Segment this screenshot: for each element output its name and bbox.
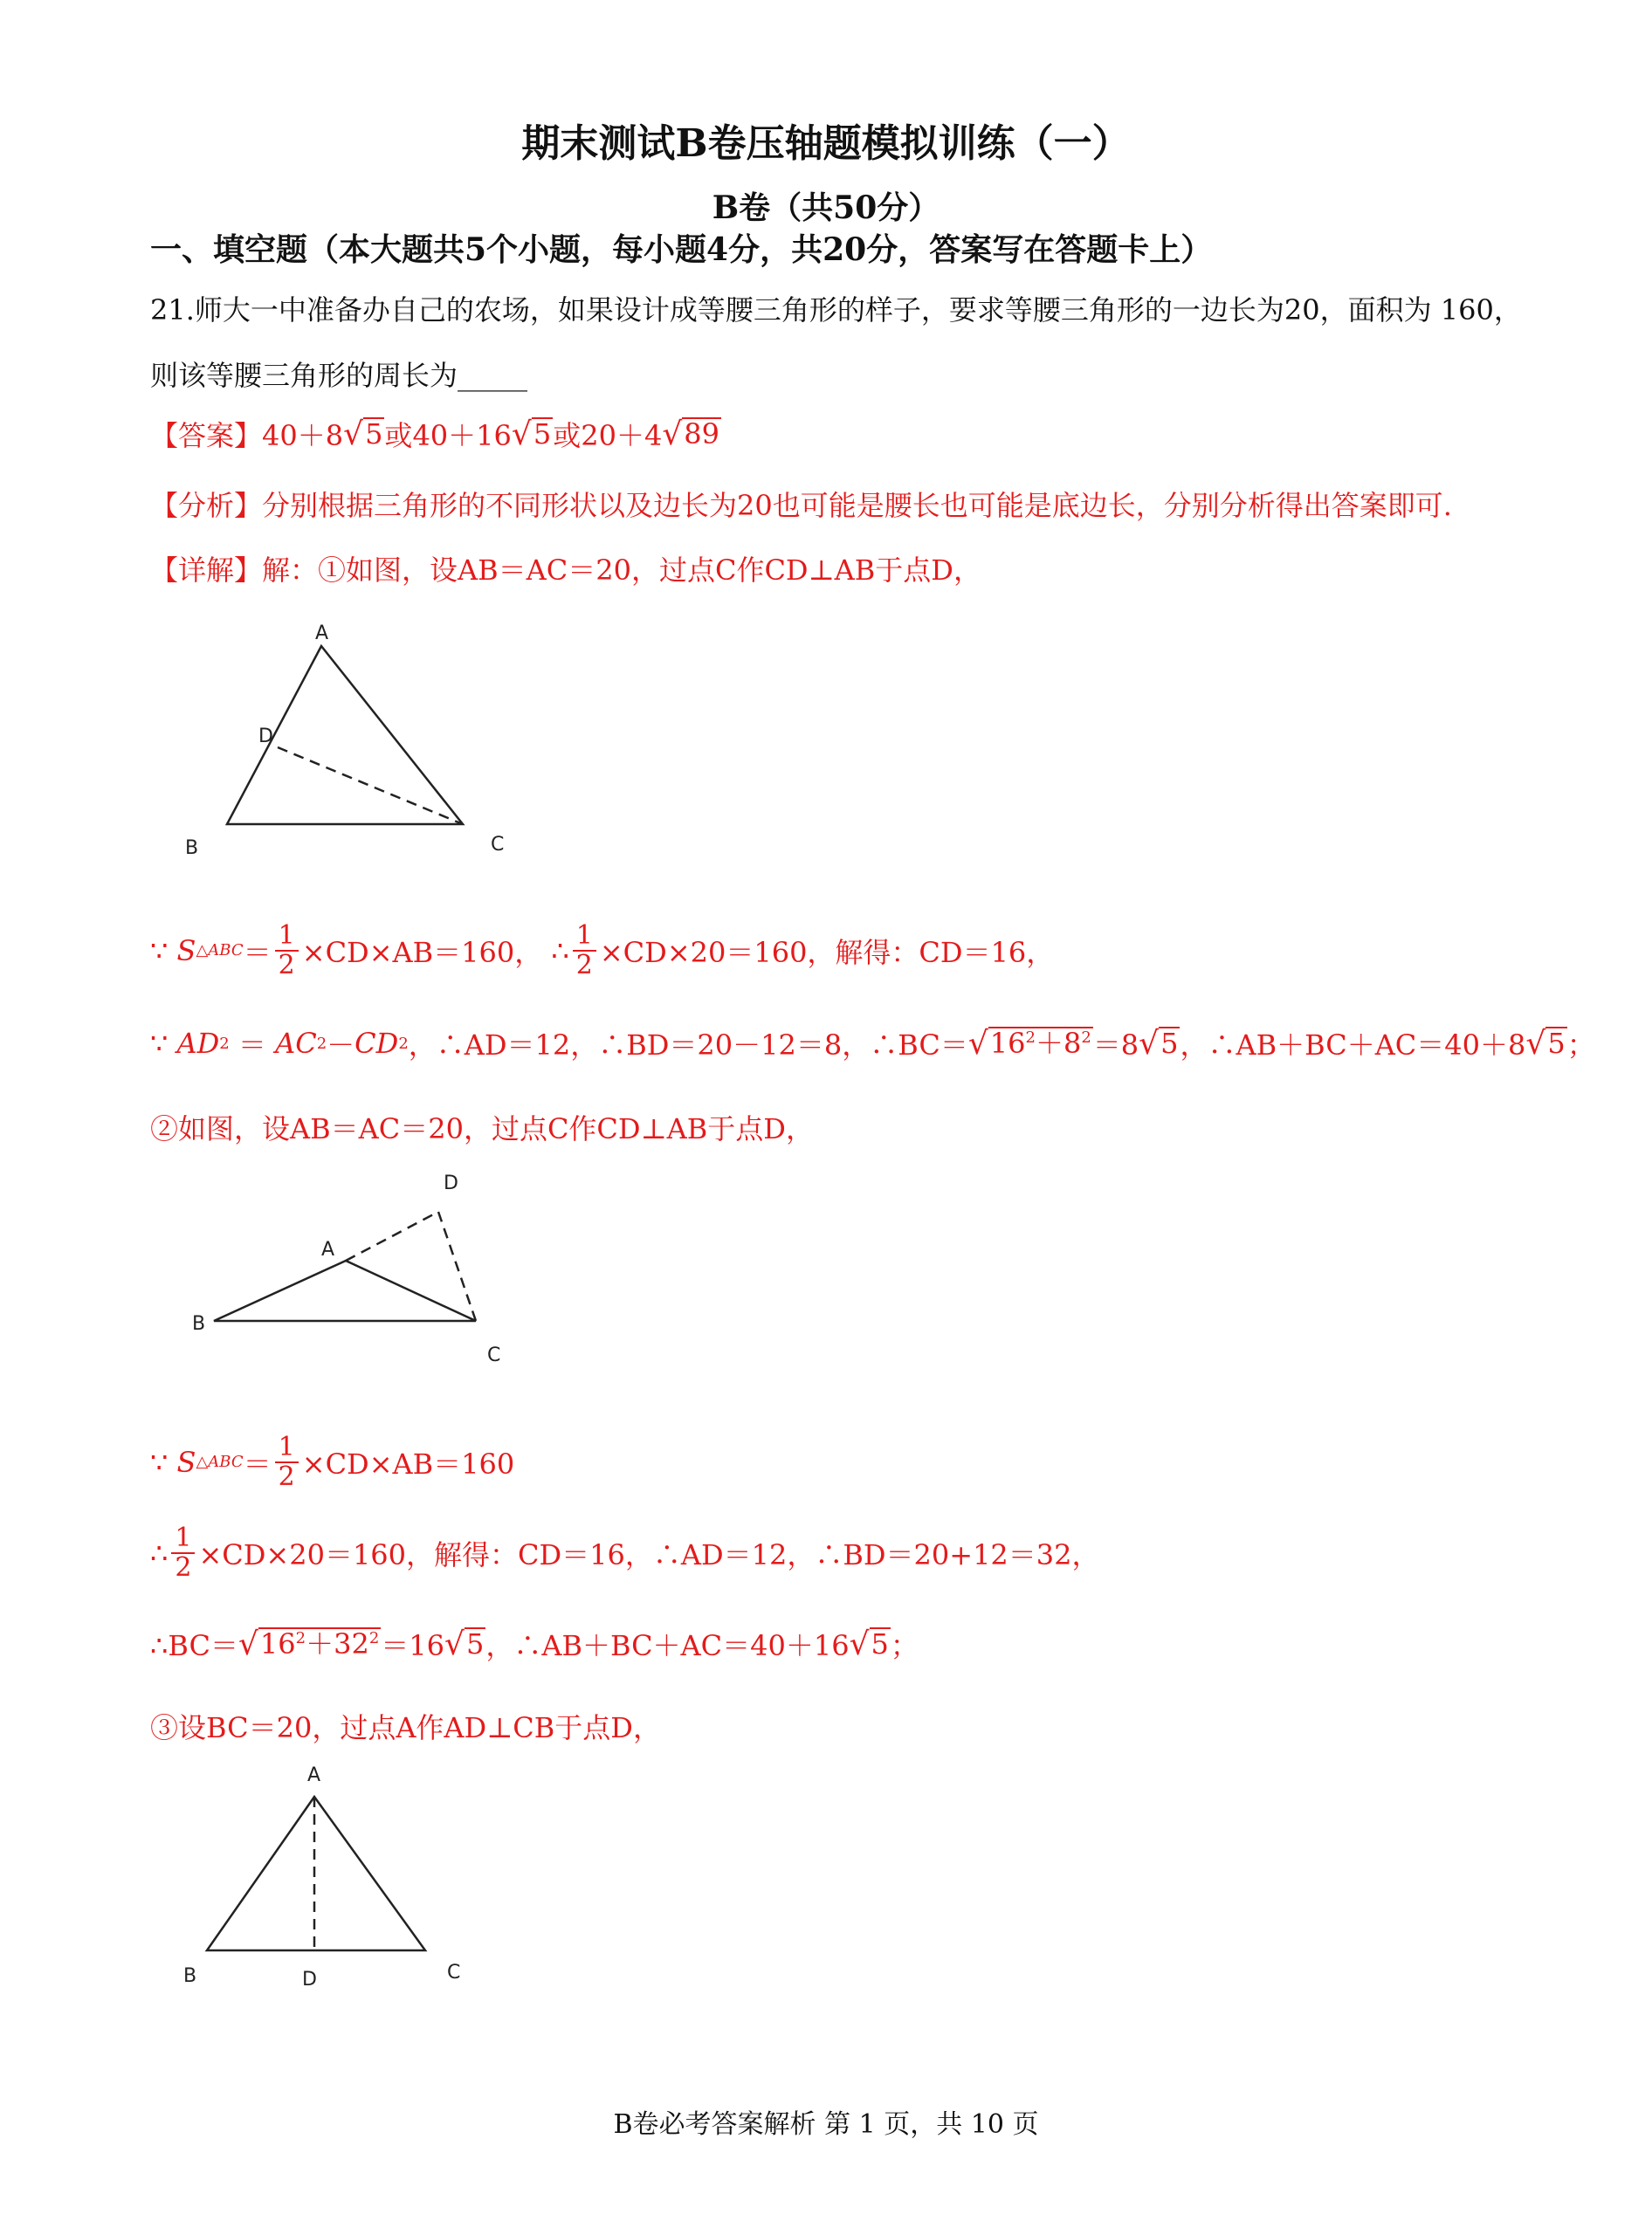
case1-area-line	[150, 922, 1054, 979]
var-cd: CD	[354, 1027, 399, 1060]
fraction-half-2: $\frac{1}{2}$	[573, 922, 596, 979]
fig3-label-c: C	[447, 1962, 461, 1984]
fig2-label-b: B	[192, 1313, 206, 1335]
fig2-label-c: C	[487, 1344, 501, 1366]
sqrt-5: √ 5	[1139, 1025, 1179, 1062]
figure-1-triangle	[166, 620, 533, 873]
sqrt-3: √ 89	[662, 416, 719, 452]
sqrt-5b: √ 5	[1525, 1025, 1566, 1062]
analysis-text: 分别根据三角形的不同形状以及边长为20也可能是腰长也可能是底边长，分别分析得出答案即可.	[262, 489, 1452, 522]
fig3-label-d: D	[302, 1969, 317, 1991]
equals: ＝	[243, 1447, 272, 1481]
analysis-line	[150, 484, 1452, 524]
fraction-half: $\frac{1}{2}$	[275, 922, 299, 979]
question-line-2: 则该等腰三角形的周长为_____	[150, 359, 528, 392]
fig1-label-a: A	[315, 622, 329, 644]
fig1-label-d: D	[258, 726, 273, 747]
sqrt-5c: √ 5	[444, 1626, 485, 1662]
answer-part-3: 20＋4	[581, 419, 663, 452]
case1-text-2: ×CD×20＝160，解得：CD＝16，	[599, 935, 1055, 969]
fig2-segment-cd	[438, 1212, 476, 1321]
analysis-tag: 【分析】	[150, 489, 263, 522]
since-symbol: ∵	[150, 933, 169, 967]
figure-2-triangle	[175, 1170, 541, 1388]
area-symbol: S	[176, 1445, 196, 1479]
fraction-half: $\frac{1}{2}$	[275, 1434, 299, 1490]
sqrt-1: √ 5	[343, 416, 383, 452]
sqrt-bc-1: √ $16^2+8^2$	[967, 1025, 1091, 1062]
fig1-segment-cd	[278, 747, 463, 824]
area-subscript: △ABC	[196, 941, 244, 959]
case2-text-2: ×CD×20＝160，解得：CD＝16，∴AD＝12，∴BD＝20+12＝32，	[198, 1537, 1100, 1571]
answer-tag: 【答案】	[150, 419, 263, 452]
case2-tail: ，∴AB＋BC＋AC＝40＋16	[485, 1629, 850, 1662]
fig3-triangle-abc	[207, 1797, 425, 1950]
therefore-symbol: ∴	[150, 1536, 169, 1570]
answer-or-1: 或	[384, 419, 413, 452]
fig2-segment-ad	[346, 1212, 438, 1261]
sqrt-bc-2: √ $16^2+32^2$	[237, 1626, 380, 1662]
case2-bc-label: ∴BC＝	[150, 1629, 238, 1662]
fraction-half-2: $\frac{1}{2}$	[171, 1524, 195, 1581]
fig1-label-b: B	[185, 837, 199, 859]
since-symbol: ∵	[150, 1027, 169, 1060]
page-subtitle: B卷（共50分）	[712, 189, 940, 226]
since-symbol: ∵	[150, 1445, 169, 1479]
detail-line	[150, 548, 981, 588]
area-subscript: △ABC	[196, 1453, 244, 1471]
semicolon: ；	[1566, 1028, 1595, 1062]
case2-intro: ②如图，设AB＝AC＝20，过点C作CD⊥AB于点D，	[150, 1112, 814, 1145]
case3-intro: ③设BC＝20，过点A作AD⊥CB于点D，	[150, 1711, 661, 1744]
answer-part-2: 40＋16	[412, 419, 512, 452]
section-heading: 一、填空题（本大题共5个小题，每小题4分，共20分，答案写在答题卡上）	[150, 231, 1213, 268]
fig3-label-b: B	[183, 1965, 197, 1987]
detail-tag: 【详解】	[150, 554, 263, 587]
case2-area-line	[150, 1434, 514, 1490]
case2-text-1: ×CD×AB＝160	[301, 1447, 515, 1481]
case1-text-1: ×CD×AB＝160，	[301, 935, 543, 969]
case1-line2-text: ，∴AD＝12，∴BD＝20－12＝8，∴BC＝	[408, 1028, 968, 1062]
answer-or-2: 或	[553, 419, 582, 452]
equals: ＝	[243, 935, 272, 969]
question-line-1: 21.师大一中准备办自己的农场，如果设计成等腰三角形的样子，要求等腰三角形的一边长为20，面积为 160，	[150, 293, 1522, 327]
page-title: 期末测试B卷压轴题模拟训练（一）	[521, 121, 1131, 166]
answer-part-1: 40＋8	[262, 419, 344, 452]
case2-result: ＝16	[381, 1629, 445, 1662]
case1-result: ＝8	[1092, 1028, 1139, 1062]
var-ad: AD	[176, 1027, 220, 1060]
case1-pythag-line: ∵ AD 2 ＝ AC 2 － CD 2 ，∴AD＝12，∴BD＝20－12＝8，∴BC＝ √ $16^2+8^2$ ＝8 √ 5 ，∴AB＋BC＋AC＝40＋8 √ 5 ；	[150, 1023, 1595, 1063]
fig1-label-c: C	[491, 834, 505, 856]
figure-3-triangle	[175, 1755, 506, 1991]
case2-bc-line	[150, 1624, 919, 1664]
therefore-symbol: ∴	[551, 933, 569, 967]
fig2-triangle-abc	[214, 1261, 476, 1321]
detail-text: 解：①如图，设AB＝AC＝20，过点C作CD⊥AB于点D，	[262, 554, 981, 587]
case2-cd-line	[150, 1524, 1100, 1581]
var-ac: AC	[275, 1027, 317, 1060]
case1-tail: ，∴AB＋BC＋AC＝40＋8	[1180, 1028, 1526, 1062]
area-symbol: S	[176, 933, 196, 967]
fig2-label-d: D	[444, 1173, 458, 1194]
answer-line	[150, 414, 721, 454]
sqrt-5d: √ 5	[849, 1626, 889, 1662]
page-footer: B卷必考答案解析 第 1 页，共 10 页	[613, 2109, 1039, 2140]
semicolon: ；	[890, 1629, 919, 1662]
fig3-label-a: A	[307, 1764, 321, 1786]
sqrt-2: √ 5	[511, 416, 552, 452]
fig2-label-a: A	[321, 1239, 335, 1261]
